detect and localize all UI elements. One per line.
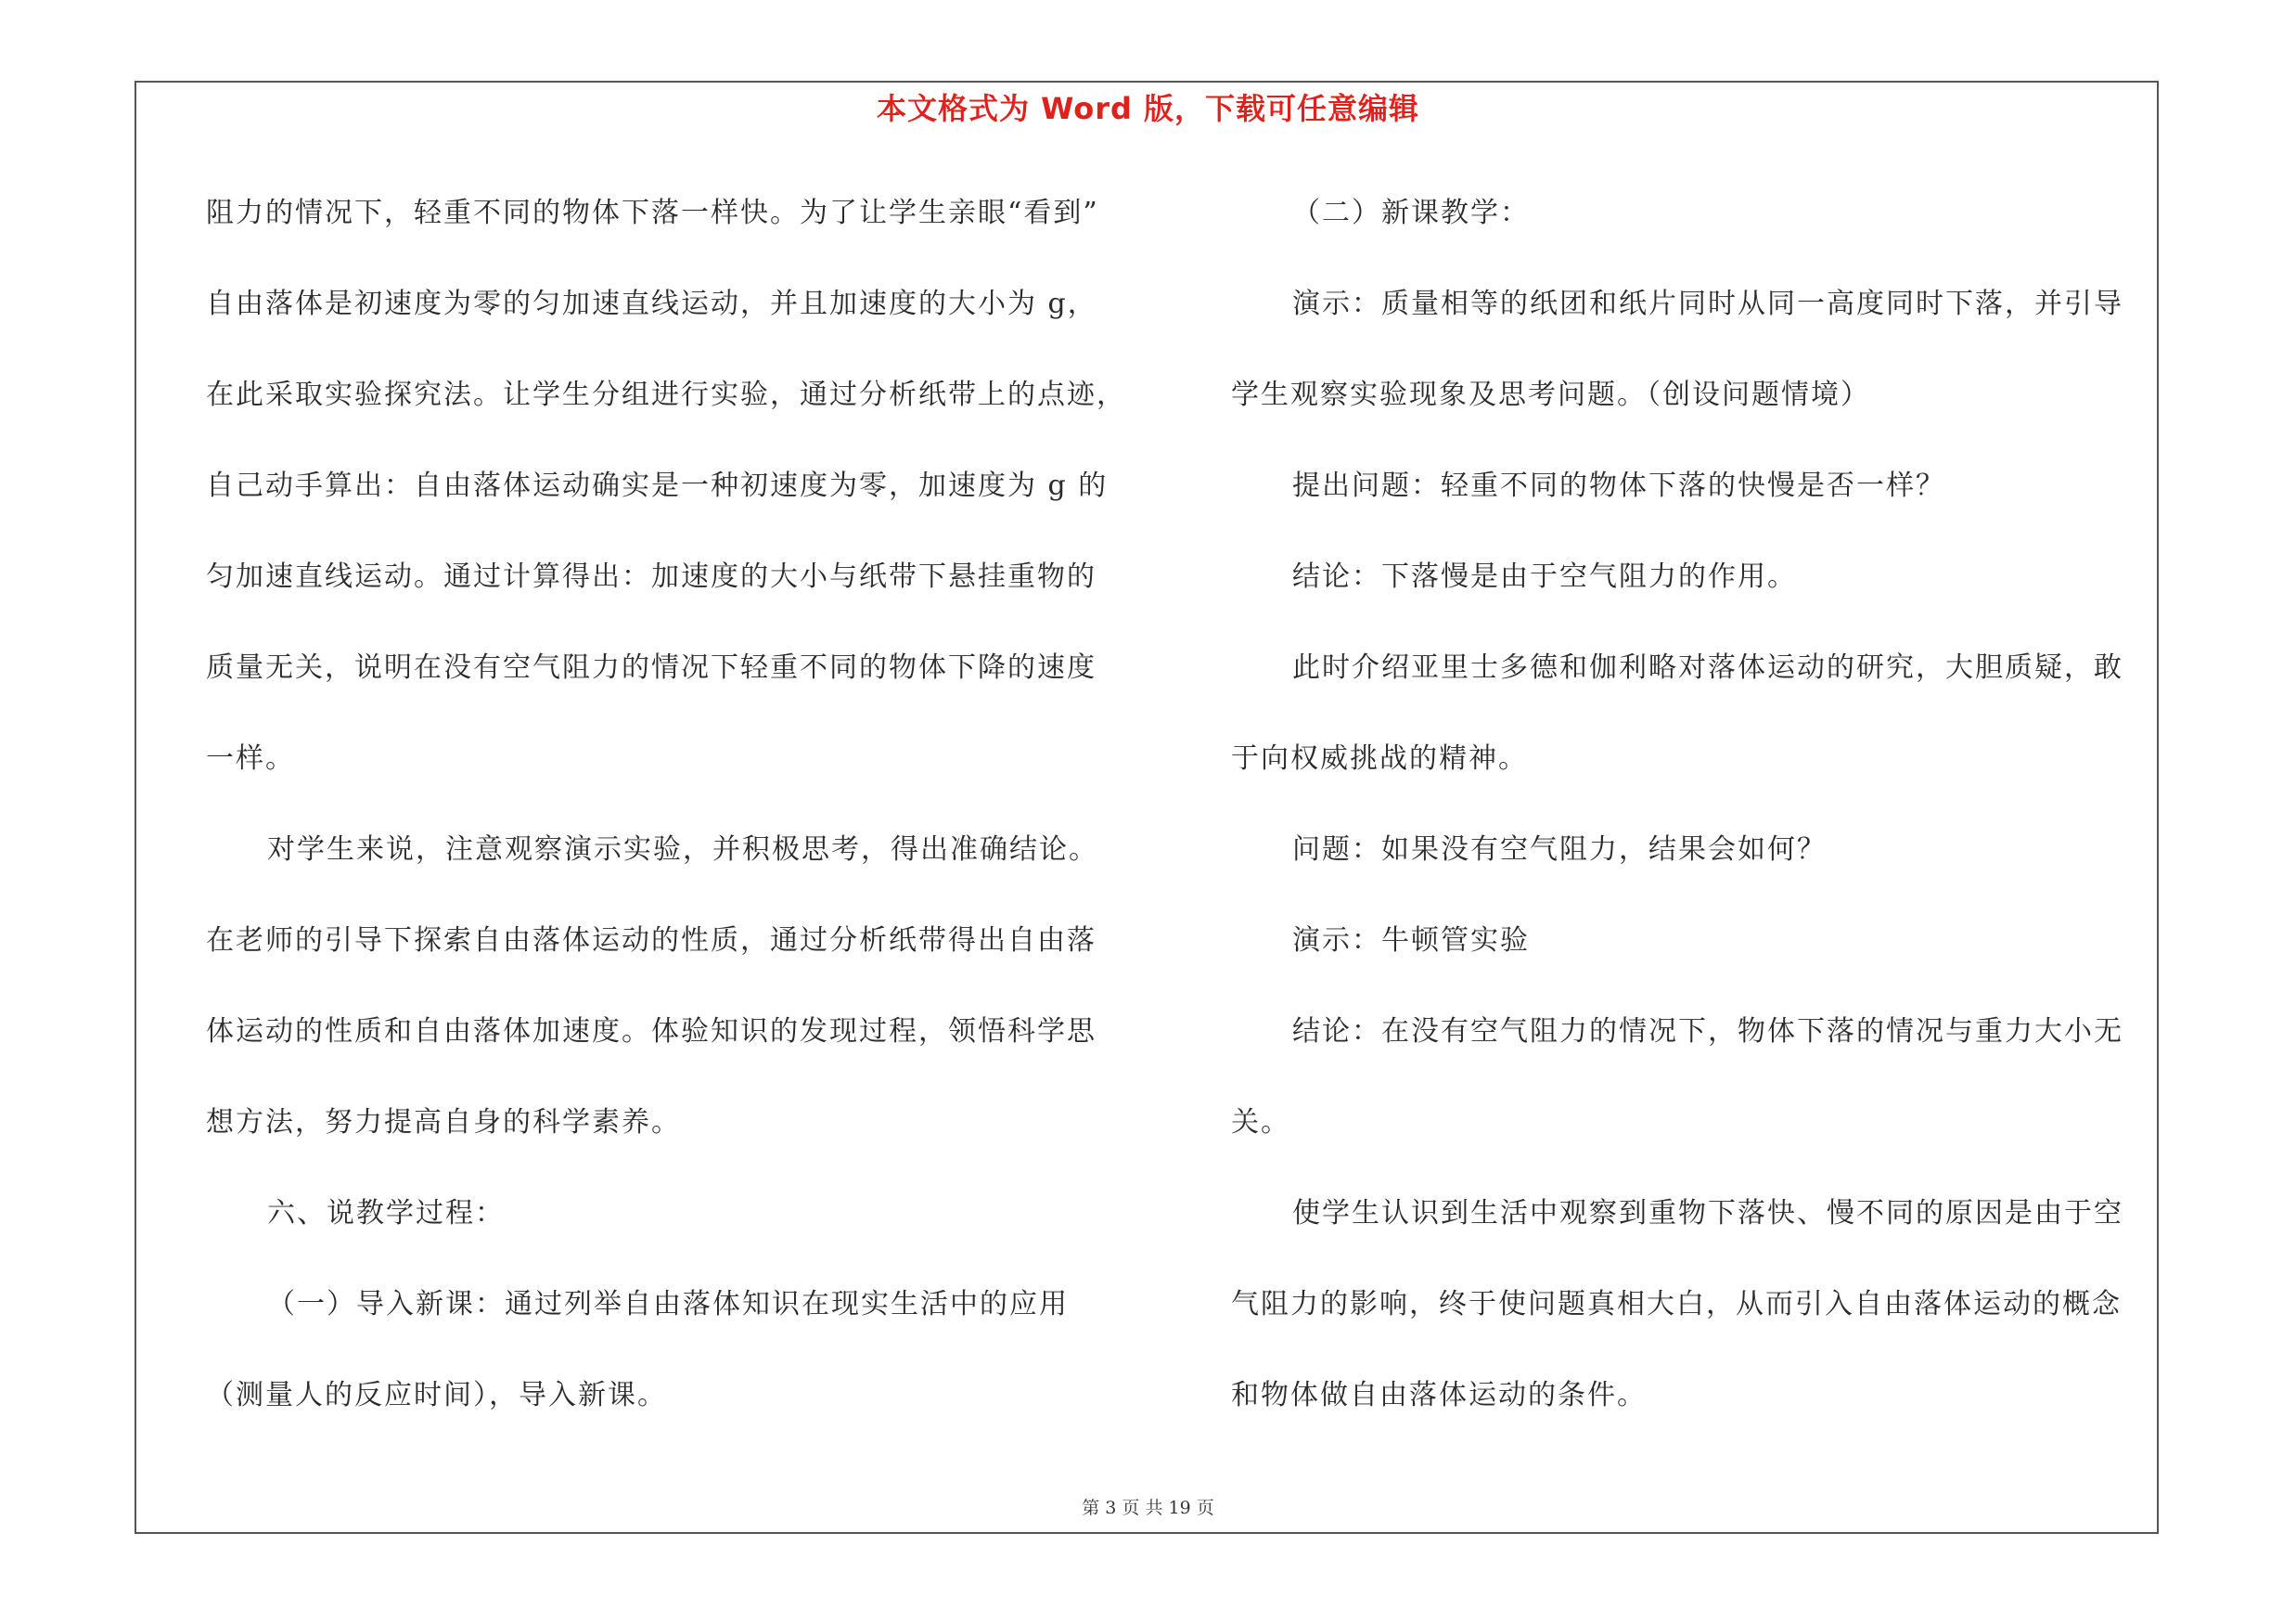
- subsection-heading: （二）新课教学：: [1292, 197, 1530, 229]
- word-format-banner: 本文格式为 Word 版，下载可任意编辑: [876, 91, 1420, 126]
- paragraph-line: 学生观察实验现象及思考问题。（创设问题情境）: [1231, 379, 1870, 411]
- page-number: 第 3 页 共 19 页: [1082, 1498, 1214, 1518]
- paragraph-line: （测量人的反应时间），导入新课。: [206, 1379, 667, 1411]
- paragraph-line: 一样。: [206, 742, 295, 775]
- paragraph-line: 匀加速直线运动。通过计算得出：加速度的大小与纸带下悬挂重物的: [206, 560, 1097, 593]
- paragraph-line: 在此采取实验探究法。让学生分组进行实验，通过分析纸带上的点迹，: [206, 379, 1126, 411]
- right-text-column: [1231, 186, 2149, 1459]
- paragraph-line: 体运动的性质和自由落体加速度。体验知识的发现过程，领悟科学思: [206, 1015, 1097, 1048]
- paragraph-line: 阻力的情况下，轻重不同的物体下落一样快。为了让学生亲眼“看到”: [206, 197, 1099, 229]
- paragraph-line: 质量无关，说明在没有空气阻力的情况下轻重不同的物体下降的速度: [206, 651, 1097, 684]
- left-text-column: [206, 186, 1124, 1459]
- paragraph-line: 自己动手算出：自由落体运动确实是一种初速度为零，加速度为 g 的: [206, 470, 1109, 502]
- paragraph-line: 想方法，努力提高自身的科学素养。: [206, 1106, 681, 1139]
- paragraph-line: 提出问题：轻重不同的物体下落的快慢是否一样？: [1292, 470, 1945, 502]
- paragraph-line: 使学生认识到生活中观察到重物下落快、慢不同的原因是由于空: [1292, 1197, 2123, 1230]
- paragraph-line: 结论：在没有空气阻力的情况下，物体下落的情况与重力大小无: [1292, 1015, 2123, 1048]
- paragraph-line: 于向权威挑战的精神。: [1231, 742, 1528, 775]
- paragraph-line: 和物体做自由落体运动的条件。: [1231, 1379, 1647, 1411]
- paragraph-line: 此时介绍亚里士多德和伽利略对落体运动的研究，大胆质疑，敢: [1292, 651, 2123, 684]
- section-heading: 六、说教学过程：: [267, 1197, 505, 1230]
- paragraph-line: 演示：牛顿管实验: [1292, 924, 1530, 957]
- paragraph-line: 演示：质量相等的纸团和纸片同时从同一高度同时下落，并引导: [1292, 288, 2123, 320]
- paragraph-line: 问题：如果没有空气阻力，结果会如何？: [1292, 833, 1827, 866]
- paragraph-line: 对学生来说，注意观察演示实验，并积极思考，得出准确结论。: [267, 833, 1098, 866]
- paragraph-line: 结论：下落慢是由于空气阻力的作用。: [1292, 560, 1797, 593]
- paragraph-line: 在老师的引导下探索自由落体运动的性质，通过分析纸带得出自由落: [206, 924, 1097, 957]
- paragraph-line: （一）导入新课：通过列举自由落体知识在现实生活中的应用: [267, 1288, 1069, 1320]
- paragraph-line: 气阻力的影响，终于使问题真相大白，从而引入自由落体运动的概念: [1231, 1288, 2122, 1320]
- paragraph-line: 关。: [1231, 1106, 1290, 1139]
- paragraph-line: 自由落体是初速度为零的匀加速直线运动，并且加速度的大小为 g，: [206, 288, 1097, 320]
